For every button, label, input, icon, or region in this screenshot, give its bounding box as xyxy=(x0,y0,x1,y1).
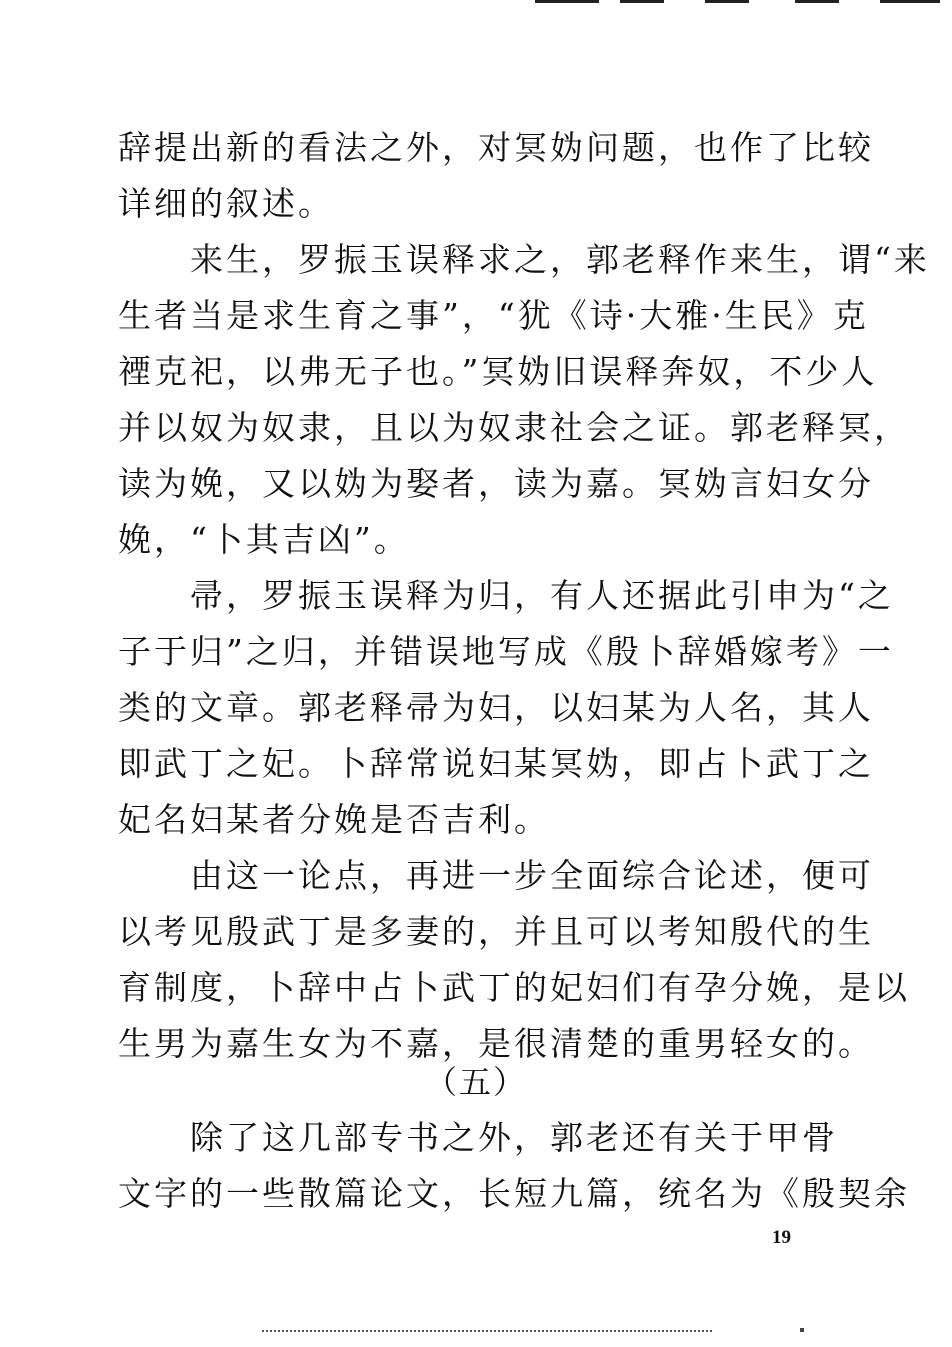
text-line: 生男为嘉生女为不嘉，是很清楚的重男轻女的。 xyxy=(118,1024,874,1063)
paragraph-start-line: 除了这几部专书之外，郭老还有关于甲骨 xyxy=(190,1118,838,1157)
text-line: 即武丁之妃。卜辞常说妇某冥妫，即占卜武丁之 xyxy=(118,744,874,783)
text-line: 文字的一些散篇论文，长短九篇，统名为《殷契余 xyxy=(118,1174,910,1213)
text-line: 育制度，卜辞中占卜武丁的妃妇们有孕分娩，是以 xyxy=(118,968,910,1007)
section-heading: （五） xyxy=(424,1063,527,1101)
scan-edge-mark xyxy=(535,0,599,3)
text-line: 详细的叙述。 xyxy=(118,184,334,223)
scan-edge-mark xyxy=(620,0,664,3)
text-line: 并以奴为奴隶，且以为奴隶社会之证。郭老释冥， xyxy=(118,408,910,447)
scan-bottom-dot xyxy=(800,1328,804,1332)
scan-edge-mark xyxy=(795,0,839,3)
text-line: 娩，“卜其吉凶”。 xyxy=(118,520,410,559)
paragraph-start-line: 由这一论点，再进一步全面综合论述，便可 xyxy=(190,856,874,895)
scan-edge-mark xyxy=(880,0,940,3)
text-line: 子于归”之归，并错误地写成《殷卜辞婚嫁考》一 xyxy=(118,632,894,671)
paragraph-start-line: 帚，罗振玉误释为归，有人还据此引申为“之 xyxy=(190,576,894,615)
text-line: 读为娩，又以妫为娶者，读为嘉。冥妫言妇女分 xyxy=(118,464,874,503)
paragraph-start-line: 来生，罗振玉误释求之，郭老释作来生，谓“来 xyxy=(190,240,930,279)
text-line: 辞提出新的看法之外，对冥妫问题，也作了比较 xyxy=(118,128,874,167)
page-number: 19 xyxy=(772,1227,791,1248)
text-line: 禋克祀，以弗无子也。”冥妫旧误释奔奴，不少人 xyxy=(118,352,878,391)
text-line: 以考见殷武丁是多妻的，并且可以考知殷代的生 xyxy=(118,912,874,951)
text-line: 类的文章。郭老释帚为妇，以妇某为人名，其人 xyxy=(118,688,874,727)
text-line: 妃名妇某者分娩是否吉利。 xyxy=(118,800,550,839)
scan-edge-mark xyxy=(705,0,749,3)
scan-bottom-rule xyxy=(262,1330,712,1332)
text-line: 生者当是求生育之事”，“犹《诗·大雅·生民》克 xyxy=(118,296,869,335)
